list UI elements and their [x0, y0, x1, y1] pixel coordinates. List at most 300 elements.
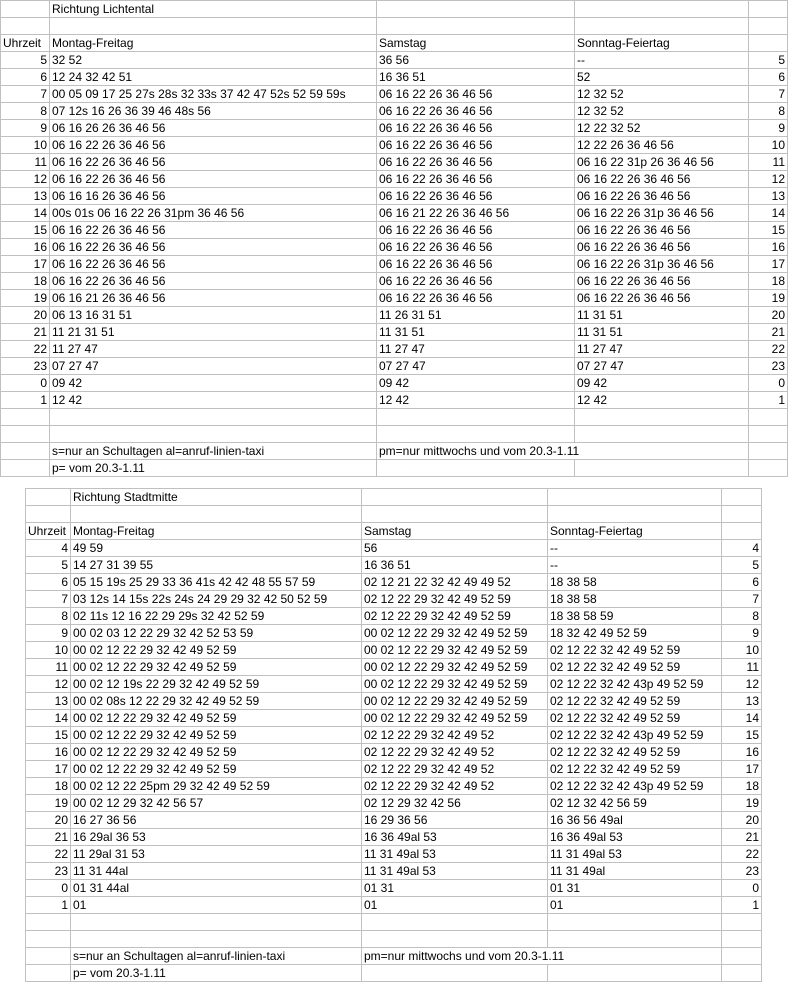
- hour-right-cell[interactable]: 10: [722, 642, 762, 659]
- weekday-minutes-cell[interactable]: 06 16 22 26 36 46 56: [50, 171, 377, 188]
- saturday-minutes-cell[interactable]: 12 42: [377, 392, 575, 409]
- saturday-minutes-cell[interactable]: 00 02 12 22 29 32 42 49 52 59: [362, 676, 548, 693]
- sheet-title[interactable]: Richtung Stadtmitte: [71, 489, 362, 506]
- hour-right-cell[interactable]: 7: [722, 591, 762, 608]
- saturday-minutes-cell[interactable]: 09 42: [377, 375, 575, 392]
- hour-right-cell[interactable]: 9: [722, 625, 762, 642]
- hour-cell[interactable]: 10: [1, 137, 50, 154]
- hour-cell[interactable]: 1: [26, 897, 71, 914]
- hour-right-cell[interactable]: 15: [722, 727, 762, 744]
- sunday-minutes-cell[interactable]: 02 12 22 32 42 49 52 59: [548, 761, 722, 778]
- empty-cell[interactable]: [377, 409, 575, 426]
- hour-right-cell[interactable]: 23: [749, 358, 788, 375]
- hour-cell[interactable]: 9: [26, 625, 71, 642]
- weekday-minutes-cell[interactable]: 00 02 12 22 29 32 42 49 52 59: [71, 761, 362, 778]
- hour-cell[interactable]: 8: [1, 103, 50, 120]
- empty-cell[interactable]: [71, 506, 362, 523]
- empty-cell[interactable]: [26, 965, 71, 982]
- sunday-minutes-cell[interactable]: 02 12 22 32 42 49 52 59: [548, 744, 722, 761]
- weekday-minutes-cell[interactable]: 06 16 22 26 36 46 56: [50, 137, 377, 154]
- saturday-minutes-cell[interactable]: 02 12 29 32 42 56: [362, 795, 548, 812]
- empty-cell[interactable]: [749, 35, 788, 52]
- weekday-minutes-cell[interactable]: 06 16 22 26 36 46 56: [50, 273, 377, 290]
- saturday-minutes-cell[interactable]: 06 16 22 26 36 46 56: [377, 103, 575, 120]
- empty-cell[interactable]: [50, 18, 377, 35]
- header-weekday[interactable]: Montag-Freitag: [71, 523, 362, 540]
- empty-cell[interactable]: [548, 489, 722, 506]
- sunday-minutes-cell[interactable]: 16 36 56 49al: [548, 812, 722, 829]
- hour-cell[interactable]: 6: [1, 69, 50, 86]
- hour-right-cell[interactable]: 10: [749, 137, 788, 154]
- legend-note-wednesday[interactable]: pm=nur mittwochs und vom 20.3-1.11: [377, 443, 749, 460]
- saturday-minutes-cell[interactable]: 06 16 22 26 36 46 56: [377, 188, 575, 205]
- sunday-minutes-cell[interactable]: 12 32 52: [575, 86, 749, 103]
- saturday-minutes-cell[interactable]: 00 02 12 22 29 32 42 49 52 59: [362, 642, 548, 659]
- empty-cell[interactable]: [377, 18, 575, 35]
- hour-right-cell[interactable]: 8: [749, 103, 788, 120]
- empty-cell[interactable]: [377, 460, 575, 477]
- hour-right-cell[interactable]: 17: [749, 256, 788, 273]
- sunday-minutes-cell[interactable]: 11 31 51: [575, 307, 749, 324]
- saturday-minutes-cell[interactable]: 02 12 22 29 32 42 49 52 59: [362, 591, 548, 608]
- empty-cell[interactable]: [749, 18, 788, 35]
- saturday-minutes-cell[interactable]: 00 02 12 22 29 32 42 49 52 59: [362, 659, 548, 676]
- header-weekday[interactable]: Montag-Freitag: [50, 35, 377, 52]
- hour-cell[interactable]: 7: [1, 86, 50, 103]
- sunday-minutes-cell[interactable]: 02 12 22 32 42 43p 49 52 59: [548, 676, 722, 693]
- sunday-minutes-cell[interactable]: 11 27 47: [575, 341, 749, 358]
- weekday-minutes-cell[interactable]: 07 27 47: [50, 358, 377, 375]
- hour-cell[interactable]: 13: [26, 693, 71, 710]
- weekday-minutes-cell[interactable]: 01 31 44al: [71, 880, 362, 897]
- empty-cell[interactable]: [749, 1, 788, 18]
- empty-cell[interactable]: [1, 1, 50, 18]
- weekday-minutes-cell[interactable]: 11 31 44al: [71, 863, 362, 880]
- empty-cell[interactable]: [26, 489, 71, 506]
- saturday-minutes-cell[interactable]: 06 16 22 26 36 46 56: [377, 222, 575, 239]
- hour-cell[interactable]: 1: [1, 392, 50, 409]
- weekday-minutes-cell[interactable]: 00 05 09 17 25 27s 28s 32 33s 37 42 47 52s 52 59 59s: [50, 86, 377, 103]
- empty-cell[interactable]: [722, 506, 762, 523]
- sunday-minutes-cell[interactable]: 18 32 42 49 52 59: [548, 625, 722, 642]
- hour-right-cell[interactable]: 21: [722, 829, 762, 846]
- hour-cell[interactable]: 13: [1, 188, 50, 205]
- saturday-minutes-cell[interactable]: 11 31 49al 53: [362, 846, 548, 863]
- empty-cell[interactable]: [749, 443, 788, 460]
- saturday-minutes-cell[interactable]: 11 31 51: [377, 324, 575, 341]
- hour-cell[interactable]: 10: [26, 642, 71, 659]
- sunday-minutes-cell[interactable]: 06 16 22 26 36 46 56: [575, 290, 749, 307]
- weekday-minutes-cell[interactable]: 06 16 16 26 36 46 56: [50, 188, 377, 205]
- hour-right-cell[interactable]: 4: [722, 540, 762, 557]
- saturday-minutes-cell[interactable]: 02 12 22 29 32 42 49 52 59: [362, 608, 548, 625]
- saturday-minutes-cell[interactable]: 06 16 22 26 36 46 56: [377, 273, 575, 290]
- header-sunday[interactable]: Sonntag-Feiertag: [548, 523, 722, 540]
- sunday-minutes-cell[interactable]: 02 12 32 42 56 59: [548, 795, 722, 812]
- empty-cell[interactable]: [722, 914, 762, 931]
- saturday-minutes-cell[interactable]: 06 16 22 26 36 46 56: [377, 137, 575, 154]
- hour-cell[interactable]: 11: [26, 659, 71, 676]
- sunday-minutes-cell[interactable]: 16 36 49al 53: [548, 829, 722, 846]
- weekday-minutes-cell[interactable]: 00s 01s 06 16 22 26 31pm 36 46 56: [50, 205, 377, 222]
- saturday-minutes-cell[interactable]: 11 26 31 51: [377, 307, 575, 324]
- hour-cell[interactable]: 5: [26, 557, 71, 574]
- hour-cell[interactable]: 20: [26, 812, 71, 829]
- hour-cell[interactable]: 0: [1, 375, 50, 392]
- weekday-minutes-cell[interactable]: 00 02 12 19s 22 29 32 42 49 52 59: [71, 676, 362, 693]
- sunday-minutes-cell[interactable]: 12 22 26 36 46 56: [575, 137, 749, 154]
- table-row: [1, 69, 788, 86]
- hour-cell[interactable]: 19: [1, 290, 50, 307]
- saturday-minutes-cell[interactable]: 02 12 22 29 32 42 49 52: [362, 778, 548, 795]
- hour-cell[interactable]: 20: [1, 307, 50, 324]
- weekday-minutes-cell[interactable]: 07 12s 16 26 36 39 46 48s 56: [50, 103, 377, 120]
- sunday-minutes-cell[interactable]: --: [575, 52, 749, 69]
- saturday-minutes-cell[interactable]: 00 02 12 22 29 32 42 49 52 59: [362, 693, 548, 710]
- empty-cell[interactable]: [1, 426, 50, 443]
- hour-cell[interactable]: 8: [26, 608, 71, 625]
- saturday-minutes-cell[interactable]: 16 36 51: [362, 557, 548, 574]
- hour-right-cell[interactable]: 19: [722, 795, 762, 812]
- weekday-minutes-cell[interactable]: 06 16 22 26 36 46 56: [50, 222, 377, 239]
- hour-cell[interactable]: 12: [1, 171, 50, 188]
- hour-cell[interactable]: 11: [1, 154, 50, 171]
- hour-right-cell[interactable]: 20: [722, 812, 762, 829]
- saturday-minutes-cell[interactable]: 06 16 22 26 36 46 56: [377, 154, 575, 171]
- hour-right-cell[interactable]: 0: [749, 375, 788, 392]
- header-hour[interactable]: Uhrzeit: [26, 523, 71, 540]
- hour-right-cell[interactable]: 23: [722, 863, 762, 880]
- sunday-minutes-cell[interactable]: 11 31 49al 53: [548, 846, 722, 863]
- hour-cell[interactable]: 12: [26, 676, 71, 693]
- weekday-minutes-cell[interactable]: 06 16 22 26 36 46 56: [50, 154, 377, 171]
- hour-right-cell[interactable]: 12: [749, 171, 788, 188]
- weekday-minutes-cell[interactable]: 11 21 31 51: [50, 324, 377, 341]
- table-row: [1, 375, 788, 392]
- hour-right-cell[interactable]: 12: [722, 676, 762, 693]
- hour-right-cell[interactable]: 16: [749, 239, 788, 256]
- saturday-minutes-cell[interactable]: 01 31: [362, 880, 548, 897]
- empty-cell[interactable]: [71, 931, 362, 948]
- saturday-minutes-cell[interactable]: 36 56: [377, 52, 575, 69]
- hour-right-cell[interactable]: 9: [749, 120, 788, 137]
- sunday-minutes-cell[interactable]: 02 12 22 32 42 49 52 59: [548, 642, 722, 659]
- sunday-minutes-cell[interactable]: --: [548, 540, 722, 557]
- empty-cell[interactable]: [575, 426, 749, 443]
- empty-cell[interactable]: [362, 914, 548, 931]
- saturday-minutes-cell[interactable]: 02 12 22 29 32 42 49 52: [362, 744, 548, 761]
- hour-right-cell[interactable]: 7: [749, 86, 788, 103]
- weekday-minutes-cell[interactable]: 00 02 03 12 22 29 32 42 52 53 59: [71, 625, 362, 642]
- empty-cell[interactable]: [1, 443, 50, 460]
- header-saturday[interactable]: Samstag: [377, 35, 575, 52]
- hour-right-cell[interactable]: 14: [749, 205, 788, 222]
- weekday-minutes-cell[interactable]: 00 02 12 22 29 32 42 49 52 59: [71, 642, 362, 659]
- weekday-minutes-cell[interactable]: 14 27 31 39 55: [71, 557, 362, 574]
- weekday-minutes-cell[interactable]: 09 42: [50, 375, 377, 392]
- empty-cell[interactable]: [1, 460, 50, 477]
- weekday-minutes-cell[interactable]: 49 59: [71, 540, 362, 557]
- weekday-minutes-cell[interactable]: 00 02 12 22 25pm 29 32 42 49 52 59: [71, 778, 362, 795]
- empty-cell[interactable]: [722, 948, 762, 965]
- title-row: [26, 489, 762, 506]
- weekday-minutes-cell[interactable]: 00 02 12 22 29 32 42 49 52 59: [71, 659, 362, 676]
- table-row: [26, 608, 762, 625]
- sunday-minutes-cell[interactable]: 12 42: [575, 392, 749, 409]
- empty-cell[interactable]: [71, 914, 362, 931]
- hour-cell[interactable]: 23: [26, 863, 71, 880]
- hour-right-cell[interactable]: 0: [722, 880, 762, 897]
- sunday-minutes-cell[interactable]: 02 12 22 32 42 49 52 59: [548, 659, 722, 676]
- empty-cell[interactable]: [575, 18, 749, 35]
- saturday-minutes-cell[interactable]: 02 12 22 29 32 42 49 52: [362, 727, 548, 744]
- hour-cell[interactable]: 15: [26, 727, 71, 744]
- saturday-minutes-cell[interactable]: 06 16 22 26 36 46 56: [377, 239, 575, 256]
- legend-note-period[interactable]: p= vom 20.3-1.11: [71, 965, 362, 982]
- weekday-minutes-cell[interactable]: 11 27 47: [50, 341, 377, 358]
- empty-cell[interactable]: [362, 506, 548, 523]
- hour-right-cell[interactable]: 18: [749, 273, 788, 290]
- sunday-minutes-cell[interactable]: 06 16 22 26 36 46 56: [575, 239, 749, 256]
- timetable-lichtental-body: [1, 1, 788, 477]
- blank-row: [26, 506, 762, 523]
- hour-cell[interactable]: 5: [1, 52, 50, 69]
- empty-cell[interactable]: [26, 506, 71, 523]
- hour-right-cell[interactable]: 15: [749, 222, 788, 239]
- empty-cell[interactable]: [722, 931, 762, 948]
- weekday-minutes-cell[interactable]: 12 24 32 42 51: [50, 69, 377, 86]
- hour-cell[interactable]: 15: [1, 222, 50, 239]
- legend-note-school[interactable]: s=nur an Schultagen al=anruf-linien-taxi: [71, 948, 362, 965]
- weekday-minutes-cell[interactable]: 00 02 12 22 29 32 42 49 52 59: [71, 710, 362, 727]
- sunday-minutes-cell[interactable]: 12 22 32 52: [575, 120, 749, 137]
- weekday-minutes-cell[interactable]: 00 02 12 22 29 32 42 49 52 59: [71, 744, 362, 761]
- empty-cell[interactable]: [749, 426, 788, 443]
- header-saturday[interactable]: Samstag: [362, 523, 548, 540]
- empty-cell[interactable]: [26, 948, 71, 965]
- empty-cell[interactable]: [722, 523, 762, 540]
- sunday-minutes-cell[interactable]: --: [548, 557, 722, 574]
- hour-right-cell[interactable]: 11: [722, 659, 762, 676]
- empty-cell[interactable]: [749, 409, 788, 426]
- empty-cell[interactable]: [362, 931, 548, 948]
- saturday-minutes-cell[interactable]: 06 16 22 26 36 46 56: [377, 86, 575, 103]
- legend-note-wednesday[interactable]: pm=nur mittwochs und vom 20.3-1.11: [362, 948, 722, 965]
- saturday-minutes-cell[interactable]: 16 29 36 56: [362, 812, 548, 829]
- empty-cell[interactable]: [749, 460, 788, 477]
- weekday-minutes-cell[interactable]: 06 16 22 26 36 46 56: [50, 239, 377, 256]
- header-hour[interactable]: Uhrzeit: [1, 35, 50, 52]
- empty-cell[interactable]: [548, 914, 722, 931]
- weekday-minutes-cell[interactable]: 00 02 12 29 32 42 56 57: [71, 795, 362, 812]
- sheet-title[interactable]: Richtung Lichtental: [50, 1, 377, 18]
- hour-cell[interactable]: 19: [26, 795, 71, 812]
- hour-right-cell[interactable]: 18: [722, 778, 762, 795]
- weekday-minutes-cell[interactable]: 11 29al 31 53: [71, 846, 362, 863]
- hour-right-cell[interactable]: 16: [722, 744, 762, 761]
- saturday-minutes-cell[interactable]: 02 12 22 29 32 42 49 52: [362, 761, 548, 778]
- hour-right-cell[interactable]: 13: [749, 188, 788, 205]
- hour-cell[interactable]: 18: [1, 273, 50, 290]
- sunday-minutes-cell[interactable]: 06 16 22 26 36 46 56: [575, 188, 749, 205]
- weekday-minutes-cell[interactable]: 02 11s 12 16 22 29 29s 32 42 52 59: [71, 608, 362, 625]
- sunday-minutes-cell[interactable]: 18 38 58 59: [548, 608, 722, 625]
- empty-cell[interactable]: [575, 409, 749, 426]
- empty-cell[interactable]: [1, 409, 50, 426]
- hour-right-cell[interactable]: 5: [749, 52, 788, 69]
- saturday-minutes-cell[interactable]: 16 36 49al 53: [362, 829, 548, 846]
- sunday-minutes-cell[interactable]: 02 12 22 32 42 43p 49 52 59: [548, 778, 722, 795]
- table-row: [26, 540, 762, 557]
- empty-cell[interactable]: [377, 426, 575, 443]
- sunday-minutes-cell[interactable]: 52: [575, 69, 749, 86]
- empty-cell[interactable]: [1, 18, 50, 35]
- empty-cell[interactable]: [548, 506, 722, 523]
- hour-right-cell[interactable]: 13: [722, 693, 762, 710]
- table-row: [1, 52, 788, 69]
- hour-right-cell[interactable]: 1: [749, 392, 788, 409]
- weekday-minutes-cell[interactable]: 06 16 26 26 36 46 56: [50, 120, 377, 137]
- hour-cell[interactable]: 9: [1, 120, 50, 137]
- hour-right-cell[interactable]: 17: [722, 761, 762, 778]
- sunday-minutes-cell[interactable]: 12 32 52: [575, 103, 749, 120]
- weekday-minutes-cell[interactable]: 00 02 12 22 29 32 42 49 52 59: [71, 727, 362, 744]
- sunday-minutes-cell[interactable]: 06 16 22 26 36 46 56: [575, 273, 749, 290]
- weekday-minutes-cell[interactable]: 06 16 21 26 36 46 56: [50, 290, 377, 307]
- empty-cell[interactable]: [26, 914, 71, 931]
- hour-cell[interactable]: 22: [1, 341, 50, 358]
- sunday-minutes-cell[interactable]: 07 27 47: [575, 358, 749, 375]
- hour-cell[interactable]: 0: [26, 880, 71, 897]
- header-sunday[interactable]: Sonntag-Feiertag: [575, 35, 749, 52]
- hour-cell[interactable]: 17: [1, 256, 50, 273]
- saturday-minutes-cell[interactable]: 02 12 21 22 32 42 49 49 52: [362, 574, 548, 591]
- saturday-minutes-cell[interactable]: 01: [362, 897, 548, 914]
- empty-cell[interactable]: [377, 1, 575, 18]
- hour-right-cell[interactable]: 19: [749, 290, 788, 307]
- empty-cell[interactable]: [548, 931, 722, 948]
- hour-right-cell[interactable]: 22: [749, 341, 788, 358]
- hour-cell[interactable]: 6: [26, 574, 71, 591]
- hour-cell[interactable]: 14: [1, 205, 50, 222]
- hour-cell[interactable]: 7: [26, 591, 71, 608]
- notes-row: [1, 460, 788, 477]
- sunday-minutes-cell[interactable]: 02 12 22 32 42 43p 49 52 59: [548, 727, 722, 744]
- hour-cell[interactable]: 14: [26, 710, 71, 727]
- table-row: [26, 574, 762, 591]
- hour-cell[interactable]: 16: [26, 744, 71, 761]
- sunday-minutes-cell[interactable]: 06 16 22 26 36 46 56: [575, 171, 749, 188]
- table-row: [26, 778, 762, 795]
- weekday-minutes-cell[interactable]: 12 42: [50, 392, 377, 409]
- sunday-minutes-cell[interactable]: 11 31 51: [575, 324, 749, 341]
- hour-cell[interactable]: 21: [1, 324, 50, 341]
- hour-cell[interactable]: 18: [26, 778, 71, 795]
- table-row: [1, 392, 788, 409]
- hour-cell[interactable]: 22: [26, 846, 71, 863]
- sunday-minutes-cell[interactable]: 06 16 22 26 36 46 56: [575, 222, 749, 239]
- title-row: [1, 1, 788, 18]
- legend-note-period[interactable]: p= vom 20.3-1.11: [50, 460, 377, 477]
- weekday-minutes-cell[interactable]: 16 27 36 56: [71, 812, 362, 829]
- empty-cell[interactable]: [575, 460, 749, 477]
- hour-cell[interactable]: 17: [26, 761, 71, 778]
- table-row: [26, 863, 762, 880]
- weekday-minutes-cell[interactable]: 00 02 08s 12 22 29 32 42 49 52 59: [71, 693, 362, 710]
- sunday-minutes-cell[interactable]: 01: [548, 897, 722, 914]
- hour-right-cell[interactable]: 5: [722, 557, 762, 574]
- empty-cell[interactable]: [362, 965, 548, 982]
- hour-cell[interactable]: 21: [26, 829, 71, 846]
- hour-right-cell[interactable]: 20: [749, 307, 788, 324]
- weekday-minutes-cell[interactable]: 05 15 19s 25 29 33 36 41s 42 42 48 55 57 59: [71, 574, 362, 591]
- saturday-minutes-cell[interactable]: 07 27 47: [377, 358, 575, 375]
- empty-cell[interactable]: [575, 1, 749, 18]
- sunday-minutes-cell[interactable]: 01 31: [548, 880, 722, 897]
- saturday-minutes-cell[interactable]: 06 16 22 26 36 46 56: [377, 171, 575, 188]
- sunday-minutes-cell[interactable]: 11 31 49al: [548, 863, 722, 880]
- hour-right-cell[interactable]: 21: [749, 324, 788, 341]
- hour-right-cell[interactable]: 14: [722, 710, 762, 727]
- hour-right-cell[interactable]: 1: [722, 897, 762, 914]
- sunday-minutes-cell[interactable]: 09 42: [575, 375, 749, 392]
- empty-cell[interactable]: [362, 489, 548, 506]
- saturday-minutes-cell[interactable]: 00 02 12 22 29 32 42 49 52 59: [362, 710, 548, 727]
- saturday-minutes-cell[interactable]: 06 16 22 26 36 46 56: [377, 256, 575, 273]
- empty-cell[interactable]: [26, 931, 71, 948]
- saturday-minutes-cell[interactable]: 56: [362, 540, 548, 557]
- hour-cell[interactable]: 23: [1, 358, 50, 375]
- saturday-minutes-cell[interactable]: 11 31 49al 53: [362, 863, 548, 880]
- hour-right-cell[interactable]: 6: [722, 574, 762, 591]
- hour-cell[interactable]: 4: [26, 540, 71, 557]
- saturday-minutes-cell[interactable]: 06 16 22 26 36 46 56: [377, 290, 575, 307]
- sunday-minutes-cell[interactable]: 06 16 22 31p 26 36 46 56: [575, 154, 749, 171]
- saturday-minutes-cell[interactable]: 16 36 51: [377, 69, 575, 86]
- hour-right-cell[interactable]: 8: [722, 608, 762, 625]
- table-row: [1, 205, 788, 222]
- empty-cell[interactable]: [722, 965, 762, 982]
- table-row: [1, 307, 788, 324]
- hour-cell[interactable]: 16: [1, 239, 50, 256]
- empty-cell[interactable]: [548, 965, 722, 982]
- hour-right-cell[interactable]: 6: [749, 69, 788, 86]
- empty-cell[interactable]: [722, 489, 762, 506]
- weekday-minutes-cell[interactable]: 01: [71, 897, 362, 914]
- sunday-minutes-cell[interactable]: 06 16 22 26 31p 36 46 56: [575, 256, 749, 273]
- weekday-minutes-cell[interactable]: 06 13 16 31 51: [50, 307, 377, 324]
- weekday-minutes-cell[interactable]: 32 52: [50, 52, 377, 69]
- saturday-minutes-cell[interactable]: 06 16 22 26 36 46 56: [377, 120, 575, 137]
- sunday-minutes-cell[interactable]: 06 16 22 26 31p 36 46 56: [575, 205, 749, 222]
- empty-cell[interactable]: [50, 409, 377, 426]
- weekday-minutes-cell[interactable]: 16 29al 36 53: [71, 829, 362, 846]
- hour-right-cell[interactable]: 11: [749, 154, 788, 171]
- saturday-minutes-cell[interactable]: 00 02 12 22 29 32 42 49 52 59: [362, 625, 548, 642]
- sunday-minutes-cell[interactable]: 02 12 22 32 42 49 52 59: [548, 710, 722, 727]
- weekday-minutes-cell[interactable]: 06 16 22 26 36 46 56: [50, 256, 377, 273]
- sunday-minutes-cell[interactable]: 18 38 58: [548, 591, 722, 608]
- saturday-minutes-cell[interactable]: 06 16 21 22 26 36 46 56: [377, 205, 575, 222]
- sunday-minutes-cell[interactable]: 02 12 22 32 42 49 52 59: [548, 693, 722, 710]
- empty-cell[interactable]: [50, 426, 377, 443]
- weekday-minutes-cell[interactable]: 03 12s 14 15s 22s 24s 24 29 29 32 42 50 52 59: [71, 591, 362, 608]
- sunday-minutes-cell[interactable]: 18 38 58: [548, 574, 722, 591]
- hour-right-cell[interactable]: 22: [722, 846, 762, 863]
- header-row: [1, 35, 788, 52]
- saturday-minutes-cell[interactable]: 11 27 47: [377, 341, 575, 358]
- legend-note-school[interactable]: s=nur an Schultagen al=anruf-linien-taxi: [50, 443, 377, 460]
